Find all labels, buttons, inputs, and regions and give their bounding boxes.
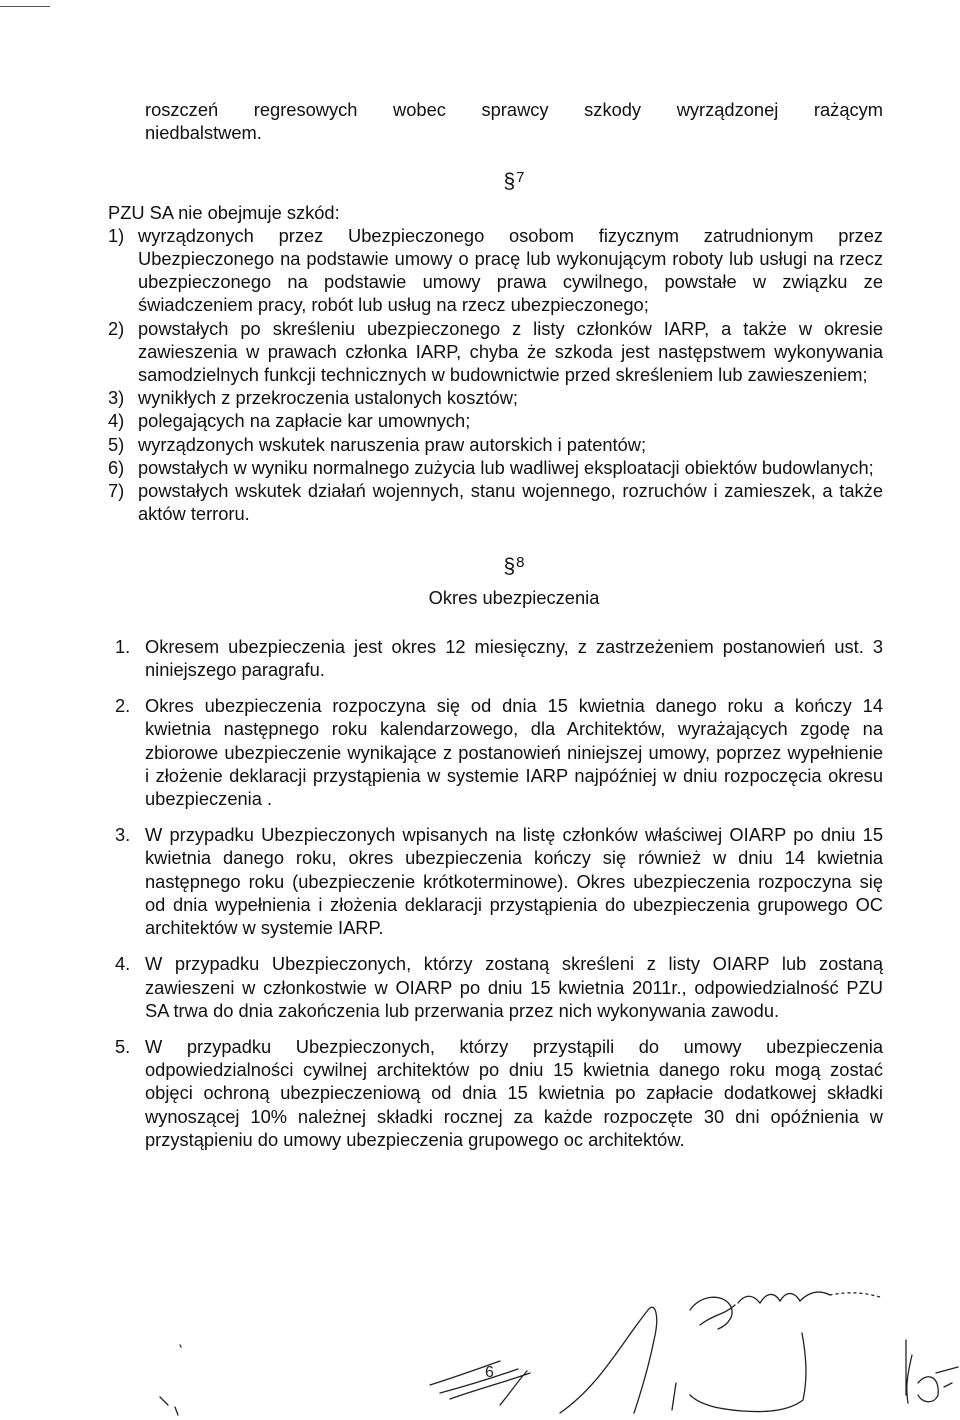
list-item [108,456,883,479]
list-item-text: polegających na zapłacie kar umownych; [138,410,471,432]
list-item-text: W przypadku Ubezpieczonych wpisanych na listę członków właściwej OIARP po dniu 15 kwietnia danego roku, okres ubezpieczenia kończy się również w dniu 14 kwietnia następnego roku (ubezpieczenie krótkoterminowe). Okres ubezpieczenia rozpoczyna się od dnia wypełnienia i złożenia deklaracji przystąpienia do ubezpieczenia grupowego OC architektów w systemie IARP. [145,824,883,939]
intro-line-1: roszczeń regresowych wobec sprawcy szkody wyrządzonej rażącym [145,99,883,120]
section-number: 8 [516,554,525,572]
signature-dotted-tail [830,1293,880,1297]
list-item-number: 3) [108,387,125,409]
section-7-heading [145,166,883,194]
list-item-number: 6) [108,456,125,478]
list-item-number: 4. [115,953,131,975]
list-item [115,1035,883,1151]
initial-mark-left [160,1345,181,1415]
section-number: 7 [516,169,525,187]
list-item-number: 2) [108,317,125,339]
initial-mark-number: 6 [485,1364,494,1381]
list-item [108,409,883,432]
signature-main [560,1292,830,1413]
list-item-number: 1. [115,635,131,657]
section-7-list [108,224,883,526]
initial-scribble [430,1361,530,1405]
section-symbol: § [503,555,516,579]
list-item [115,635,883,681]
list-item [108,386,883,409]
list-item-text: wynikłych z przekroczenia ustalonych kosztów; [138,387,518,409]
section-8-title: Okres ubezpieczenia [428,586,600,608]
list-item-number: 1) [108,224,125,246]
list-item-text: wyrządzonych przez Ubezpieczonego osobom fizycznym zatrudnionym przez Ubezpieczonego na podstawie umowy o pracę lub wykonującym roboty lub usługi na rzecz ubezpieczonego na podstawie umowy prawa cywilnego, powstałe w związku ze świadczeniem pracy, robót lub usług na rzecz ubezpieczonego; [138,224,883,316]
intro-fragment [145,98,883,144]
section-symbol: § [503,170,516,194]
list-item [115,823,883,939]
intro-line-2: niedbalstwem. [145,122,262,144]
list-item-number: 4) [108,410,125,432]
list-item-number: 7) [108,480,125,502]
list-item [115,694,883,810]
list-item [108,317,883,387]
section-7-intro: PZU SA nie obejmuje szkód: [108,201,340,223]
list-item-text: Okres ubezpieczenia rozpoczyna się od dnia 15 kwietnia danego roku a kończy 14 kwietnia następnego roku kalendarzowego, dla Architektów, wyrażających zgodę na zbiorowe ubezpieczenie wynikające z postanowień niniejszej umowy, poprzez wypełnienie i złożenie deklaracji przystąpienia w systemie IARP najpóźniej w dniu rozpoczęcia okresu ubezpieczenia . [145,695,883,810]
list-item-text: powstałych po skreśleniu ubezpieczonego z listy członków IARP, a także w okresie zawieszenia w prawach członka IARP, chyba że szkoda jest następstwem wykonywania samodzielnych funkcji technicznych w budownictwie przed skreśleniem lub zawieszeniem; [138,317,883,386]
list-item-text: wyrządzonych wskutek naruszenia praw autorskich i patentów; [138,433,647,455]
initial-mark-right [906,1340,958,1403]
list-item-number: 5) [108,433,125,455]
list-item-number: 5. [115,1035,131,1057]
document-page [108,98,883,1164]
signatures-area [0,1285,960,1420]
list-item [108,479,883,525]
list-item-number: 3. [115,824,131,846]
list-item [108,224,883,317]
top-rule [0,6,50,7]
list-item-text: W przypadku Ubezpieczonych, którzy przystąpili do umowy ubezpieczenia odpowiedzialności cywilnej architektów po dniu 15 kwietnia danego roku mogą zostać objęci ochroną ubezpieczeniową od dnia 15 kwietnia po zapłacie dodatkowej składki wynoszącej 10% należnej składki rocznej za każde rozpoczęte 30 dni opóźnienia w przystąpieniu do umowy ubezpieczenia grupowego oc architektów. [145,1035,883,1150]
list-item-text: W przypadku Ubezpieczonych, którzy zostaną skreśleni z listy OIARP lub zostaną zawieszeni w członkostwie w OIARP po dniu 15 kwietnia 2011r., odpowiedzialność PZU SA trwa do dnia zakończenia lub przerwania przez nich wykonywania zawodu. [145,953,883,1021]
list-item [115,952,883,1022]
list-item-number: 2. [115,695,131,717]
list-item-text: powstałych w wyniku normalnego zużycia lub wadliwej eksploatacji obiektów budowlanych; [138,456,874,478]
list-item [108,433,883,456]
list-item-text: Okresem ubezpieczenia jest okres 12 miesięczny, z zastrzeżeniem postanowień ust. 3 niniejszego paragrafu. [145,635,883,681]
section-8-list [115,635,883,1151]
section-8-heading [145,551,883,579]
list-item-text: powstałych wskutek działań wojennych, stanu wojennego, rozruchów i zamieszek, a także aktów terroru. [138,480,883,525]
